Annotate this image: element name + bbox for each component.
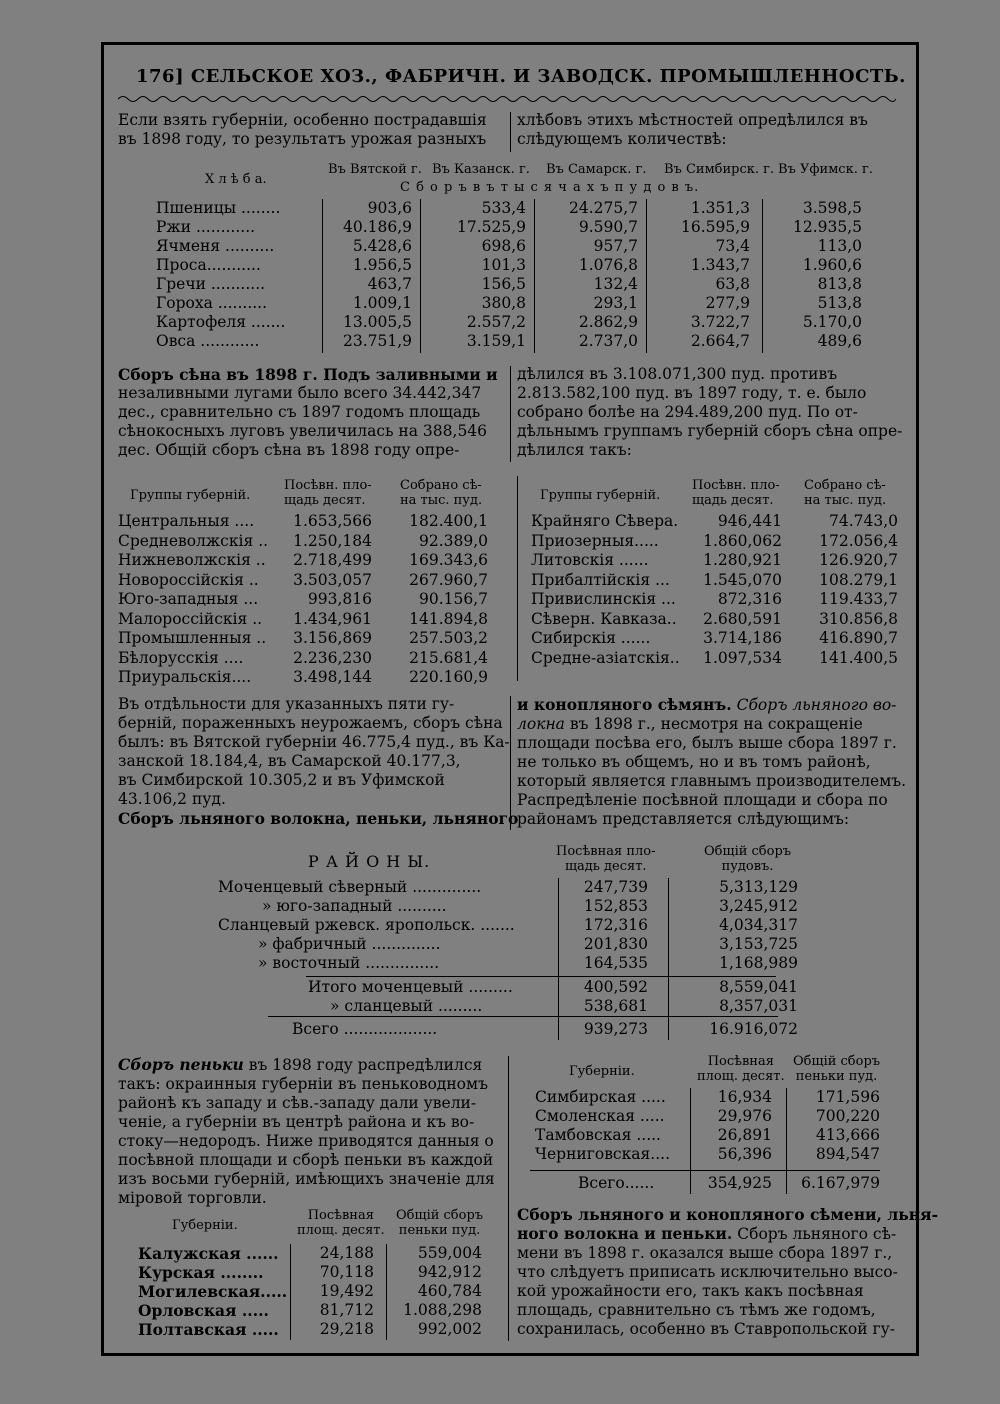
hemp-text-line: стоку—недородъ. Ниже приводятся данныя о [118, 1132, 494, 1150]
regions-row-area: 247,739 [583, 878, 648, 896]
grain-cell: 489,6 [817, 332, 862, 350]
hay-row-label: Средне-азіатскія.. [531, 648, 680, 667]
hay-row-yield: 90.156,7 [418, 590, 488, 608]
grain-cell: 13.005,5 [342, 313, 412, 331]
regions-subtotal-area: 400,592 [583, 978, 648, 996]
hay-row-yield: 257.503,2 [409, 629, 488, 647]
flax-text-line: площади посѣва его, былъ выше сбора 1897 г. [517, 734, 897, 752]
hemp-text-line: районѣ къ западу и сѣв.-западу дали увели- [118, 1094, 477, 1112]
regions-subtotal-rule [306, 976, 776, 977]
seed-heading: ного волокна и пеньки. [517, 1224, 733, 1243]
regions-row-yield: 4,034,317 [719, 916, 798, 934]
hay-row-yield: 182.400,1 [409, 512, 488, 530]
header-line: Посѣвная [707, 1054, 774, 1069]
grain-cell: 3.598,5 [802, 199, 862, 217]
hemp-row-yield: 559,004 [417, 1244, 482, 1262]
header-line: Посѣвн. пло- [284, 478, 372, 493]
grain-cell: 698,6 [481, 237, 526, 255]
grain-cell: 101,3 [481, 256, 526, 274]
intro-left-line: Если взять губерніи, особенно пострадавшія [118, 111, 487, 129]
hay-text-line: дѣльнымъ группамъ губерній сборъ сѣна опре- [517, 422, 903, 440]
hay-row-yield: 215.681,4 [409, 648, 488, 667]
seed-text-line: площадь, сравнительно съ тѣмъ же годомъ, [517, 1301, 876, 1319]
hemp-col-rule [290, 1244, 291, 1340]
hemp-row-yield: 1.088,298 [403, 1301, 482, 1319]
hemp-text-line: такъ: окраинныя губерніи въ пеньководномъ [118, 1075, 488, 1093]
hay-row-yield: 141.400,5 [819, 648, 898, 667]
regions-total-rule [268, 1016, 778, 1017]
hemp-row-yield: 171,596 [815, 1088, 880, 1106]
grain-cell: 1.956,5 [352, 256, 412, 274]
regions-subtotal-label: Итого моченцевый ......... [308, 978, 513, 996]
grain-cell: 23.751,9 [342, 332, 412, 350]
grain-cell: 463,7 [367, 275, 412, 293]
seed-text [517, 1205, 938, 1339]
hemp-col-rule [386, 1244, 387, 1340]
hemp-row-label: Курская ........ [138, 1263, 264, 1282]
hay-text-line: сѣнокосныхъ луговъ увеличилась на 388,546 [118, 422, 488, 440]
flax-text-line: не только въ общемъ, но и въ томъ районѣ, [517, 753, 871, 771]
hay-row-label: Привислинскія ... [531, 590, 676, 608]
hay-row-yield: 119.433,7 [819, 590, 898, 608]
hay-text-line: дес. Общій сборъ сѣна въ 1898 году опре- [118, 441, 460, 459]
hemp-row-label: Полтавская ..... [138, 1320, 279, 1339]
hay-row-yield: 220.160,9 [409, 668, 488, 686]
header-line: Собрано сѣ- [400, 478, 482, 493]
hay-row-yield: 92.389,0 [418, 531, 488, 550]
hemp-left-header-yield [396, 1208, 483, 1238]
hemp-text-line: изъ восьми губерній, имѣющихъ значеніе для [118, 1170, 495, 1188]
regions-col2-header [704, 844, 791, 874]
flax-text-line: 43.106,2 пуд. [118, 790, 226, 808]
grain-cell: 17.525,9 [456, 218, 526, 236]
grain-cell: 813,8 [817, 275, 862, 293]
hay-row-area: 1.097,534 [703, 648, 782, 667]
column-divider [508, 1056, 509, 1341]
grain-row-label: Ячменя .......... [156, 237, 275, 255]
grain-cell: 1.351,3 [690, 199, 750, 217]
grain-cell: 1.076,8 [578, 256, 638, 274]
hemp-total-label: Всего...... [578, 1174, 655, 1192]
regions-row-area: 172,316 [583, 916, 648, 934]
hay-row-label: Юго-западныя ... [118, 590, 259, 608]
grain-column-header: Въ Казанск. г. [432, 162, 530, 177]
regions-subtotal-label: » сланцевый ......... [330, 997, 483, 1015]
hay-row-yield: 141.894,8 [409, 609, 488, 628]
hay-row-area: 946,441 [717, 512, 782, 530]
hemp-row-area: 29,218 [319, 1320, 374, 1338]
hay-right-header-yield [804, 478, 886, 508]
hemp-right-header-area [697, 1054, 785, 1084]
header-line: Посѣвная [307, 1208, 374, 1223]
hemp-row-area: 26,891 [717, 1126, 772, 1144]
regions-row-label: » фабричный .............. [258, 935, 441, 953]
intro-right-line: хлѣбовъ этихъ мѣстностей опредѣлился въ [517, 111, 868, 129]
hay-row-label: Литовскія ...... [531, 551, 649, 569]
hay-row-label: Сибирскія ...... [531, 629, 651, 647]
hay-row-label: Средневолжскія .. [118, 531, 269, 550]
grain-cell: 24.275,7 [568, 199, 638, 217]
flax-text-line: Въ отдѣльности для указанныхъ пяти гу- [118, 695, 455, 713]
header-wavy-rule [118, 94, 896, 104]
regions-row-yield: 3,153,725 [719, 935, 798, 953]
regions-title: Р А Й О Н Ы. [308, 852, 431, 871]
flax-text-line: въ Симбирской 10.305,2 и въ Уфимской [118, 771, 445, 789]
hemp-row-area: 19,492 [319, 1282, 374, 1300]
hemp-row-label: Могилевская..... [138, 1282, 288, 1301]
grain-cell: 2.862,9 [578, 313, 638, 331]
grain-cell: 5.170,0 [802, 313, 862, 331]
hemp-row-label: Калужская ...... [138, 1244, 279, 1263]
grain-cell: 113,0 [817, 237, 862, 255]
hay-row-area: 2.680,591 [703, 609, 782, 628]
page-header: 176] СЕЛЬСКОЕ ХОЗ., ФАБРИЧН. И ЗАВОДСК. ПРОМЫШЛЕННОСТЬ. [136, 66, 906, 87]
header-line: щадь десят. [692, 493, 774, 508]
header-line: Общій сборъ [396, 1208, 484, 1223]
regions-row-area: 201,830 [583, 935, 648, 953]
hay-row-area: 3.503,057 [293, 570, 372, 589]
hay-right-header-area [692, 478, 780, 508]
header-line: щадь десят. [564, 859, 647, 874]
regions-total-label: Всего ................... [292, 1020, 438, 1038]
grain-row-label: Гречи ........... [156, 275, 266, 293]
header-line: площ. десят. [697, 1069, 785, 1084]
flax-text-line: который является главнымъ производителемъ. [517, 772, 907, 790]
hay-right-header-groups: Группы губерній. [540, 488, 661, 503]
grain-col-rule [646, 199, 647, 353]
hay-row-area: 993,816 [307, 590, 372, 608]
flax-text-line: въ 1898 г., несмотря на сокращеніе [569, 715, 863, 733]
grain-row-label: Гороха .......... [156, 294, 268, 312]
flax-heading-right: и конопляного сѣмянъ. [517, 695, 732, 714]
flax-text-line: занской 18.184,4, въ Самарской 40.177,3, [118, 752, 461, 770]
header-line: на тыс. пуд. [400, 493, 483, 508]
hemp-right-header-yield [793, 1054, 880, 1084]
hemp-text-line: міровой торговли. [118, 1189, 267, 1207]
hay-text-line: незаливными лугами было всего 34.442,347 [118, 384, 482, 402]
hemp-row-label: Орловская ..... [138, 1301, 269, 1320]
grain-row-label: Проса........... [156, 256, 261, 274]
regions-row-yield: 1,168,989 [719, 954, 798, 972]
hemp-text-line: посѣвной площади и сборѣ пеньки въ каждой [118, 1151, 494, 1169]
grain-cell: 277,9 [705, 294, 750, 312]
header-line: Общій сборъ [704, 844, 792, 859]
header-line: Общій сборъ [793, 1054, 881, 1069]
grain-cell: 2.664,7 [690, 332, 750, 350]
regions-col1-header [556, 844, 656, 874]
hemp-right-total-rule [530, 1170, 880, 1171]
flax-text-left [118, 695, 518, 828]
grain-col-rule [762, 199, 763, 353]
hemp-left-header-area [297, 1208, 385, 1238]
hay-text-right [517, 365, 902, 460]
hay-row-area: 1.860,062 [703, 531, 782, 550]
seed-text-line: кой урожайности его, такъ какъ посѣвная [517, 1282, 864, 1300]
hay-text-line: Сборъ сѣна въ 1898 г. Подъ заливными и [118, 365, 498, 384]
grain-cell: 16.595,9 [680, 218, 750, 236]
grain-cell: 3.159,1 [466, 332, 526, 350]
hemp-text-line: ченіе, а губерніи въ центрѣ района и къ во- [118, 1113, 475, 1131]
hay-text-line: 2.813.582,100 пуд. въ 1897 году, т. е. было [517, 384, 867, 402]
grain-column-header: Въ Симбирск. г. [664, 162, 775, 177]
hemp-row-area: 81,712 [319, 1301, 374, 1319]
hemp-col-rule [690, 1088, 691, 1194]
hay-row-label: Нижневолжскія .. [118, 551, 266, 569]
hay-row-area: 1.653,566 [293, 512, 372, 530]
grain-cell: 1.343,7 [690, 256, 750, 274]
hay-row-yield: 126.920,7 [819, 551, 898, 569]
grain-column-header: Въ Уфимск. г. [778, 162, 873, 177]
intro-right [517, 111, 868, 149]
hay-left-header-area [284, 478, 372, 508]
seed-heading: Сборъ льняного и конопляного сѣмени, льня- [517, 1205, 939, 1224]
hay-row-area: 3.714,186 [703, 629, 782, 647]
hay-left-header-groups: Группы губерній. [130, 488, 251, 503]
hemp-total-yield: 6.167,979 [801, 1174, 880, 1192]
grain-column-header: Въ Самарск. г. [546, 162, 647, 177]
hay-row-area: 2.718,499 [293, 551, 372, 569]
hay-row-label: Сѣверн. Кавказа.. [531, 609, 677, 628]
regions-row-yield: 3,245,912 [719, 897, 798, 915]
flax-italic: Сборъ льняного во- [736, 696, 897, 714]
column-divider [510, 696, 511, 830]
hemp-row-label: Черниговская.... [535, 1145, 671, 1163]
regions-row-area: 164,535 [583, 954, 648, 972]
hay-row-yield: 416.890,7 [819, 629, 898, 647]
hemp-row-yield: 460,784 [417, 1282, 482, 1300]
header-line: пудовъ. [721, 859, 774, 874]
hemp-text-line: въ 1898 году распредѣлился [248, 1056, 483, 1074]
hay-row-label: Прибалтійскія ... [531, 570, 670, 589]
regions-total-yield: 16.916,072 [709, 1020, 798, 1038]
grain-col-rule [420, 199, 421, 353]
flax-italic: локна [517, 715, 565, 733]
seed-text-line: Сборъ льняного сѣ- [737, 1225, 897, 1243]
grain-cell: 9.590,7 [578, 218, 638, 236]
regions-row-label: » восточный ............... [258, 954, 440, 972]
regions-subtotal-yield: 8,357,031 [719, 997, 798, 1015]
hemp-row-yield: 992,002 [417, 1320, 482, 1338]
intro-left [118, 111, 487, 149]
column-divider [510, 366, 511, 462]
hay-row-label: Новороссійскія .. [118, 570, 259, 589]
seed-text-line: что слѣдуетъ приписать исключительно высо- [517, 1263, 898, 1281]
hay-row-area: 3.498,144 [293, 668, 372, 686]
seed-text-line: мени въ 1898 г. оказался выше сбора 1897 г., [517, 1244, 893, 1262]
hemp-row-label: Симбирская ..... [535, 1088, 666, 1106]
hay-text-line: дѣлился въ 3.108.071,300 пуд. противъ [517, 365, 838, 383]
grain-cell: 156,5 [481, 275, 526, 293]
hemp-row-yield: 894,547 [815, 1145, 880, 1163]
hay-row-area: 1.434,961 [293, 609, 372, 628]
header-line: Посѣвн. пло- [692, 478, 780, 493]
hemp-row-area: 29,976 [717, 1107, 772, 1125]
hay-row-label: Приозерныя..... [531, 531, 659, 550]
grain-cell: 293,1 [593, 294, 638, 312]
hay-text-left [118, 365, 498, 460]
grain-row-header: Х л ѣ б а. [205, 172, 267, 187]
hay-row-yield: 74.743,0 [828, 512, 898, 530]
regions-row-label: Моченцевый сѣверный .............. [218, 878, 482, 896]
hay-row-yield: 108.279,1 [819, 570, 898, 589]
seed-text-line: сохранилась, особенно въ Ставропольской гу- [517, 1320, 895, 1338]
grain-column-header: Въ Вятской г. [328, 162, 422, 177]
header-line: щадь десят. [284, 493, 366, 508]
column-divider [517, 476, 518, 681]
hemp-italic: Сборъ пеньки [118, 1055, 244, 1074]
hemp-row-area: 16,934 [717, 1088, 772, 1106]
hemp-row-label: Смоленская ..... [535, 1107, 665, 1125]
grain-cell: 513,8 [817, 294, 862, 312]
grain-row-label: Ржи ............ [156, 218, 256, 236]
grain-col-rule [534, 199, 535, 353]
grain-cell: 3.722,7 [690, 313, 750, 331]
header-line: пеньки пуд. [398, 1223, 481, 1238]
hay-row-label: Бѣлорусскія .... [118, 648, 244, 667]
hay-text-line: дѣлился такъ: [517, 441, 632, 459]
hemp-row-yield: 413,666 [815, 1126, 880, 1144]
hay-row-yield: 172.056,4 [819, 531, 898, 550]
hemp-row-area: 24,188 [319, 1244, 374, 1262]
hemp-row-area: 56,396 [717, 1145, 772, 1163]
grain-cell: 2.737,0 [578, 332, 638, 350]
hay-left-header-yield [400, 478, 482, 508]
grain-cell: 40.186,9 [342, 218, 412, 236]
regions-row-yield: 5,313,129 [719, 878, 798, 896]
regions-subtotal-area: 538,681 [583, 997, 648, 1015]
header-line: на тыс. пуд. [804, 493, 887, 508]
grain-row-label: Овса ............ [156, 332, 260, 350]
hay-row-area: 2.236,230 [293, 648, 372, 667]
hay-row-area: 872,316 [717, 590, 782, 608]
hay-text-line: дес., сравнительно съ 1897 годомъ площадь [118, 403, 481, 421]
hay-row-area: 1.280,921 [703, 551, 782, 569]
hay-text-line: собрано болѣе на 294.489,200 пуд. По от- [517, 403, 858, 421]
header-line: Посѣвная пло- [556, 844, 656, 859]
grain-cell: 73,4 [715, 237, 750, 255]
hay-row-yield: 169.343,6 [409, 551, 488, 569]
hemp-total-area: 354,925 [707, 1174, 772, 1192]
regions-row-label: Сланцевый ржевск. яропольск. ....... [218, 916, 515, 934]
grain-cell: 63,8 [715, 275, 750, 293]
intro-right-line: слѣдующемъ количествѣ: [517, 130, 727, 148]
hay-row-label: Малороссійскія .. [118, 609, 263, 628]
hemp-text [118, 1055, 495, 1208]
regions-row-label: » юго-западный .......... [262, 897, 447, 915]
grain-col-rule [322, 199, 323, 353]
flax-heading-left: Сборъ льняного волокна, пеньки, льняного [118, 809, 519, 828]
flax-text-line: районамъ представляется слѣдующимъ: [517, 810, 850, 828]
grain-cell: 1.009,1 [352, 294, 412, 312]
hay-row-area: 1.545,070 [703, 570, 782, 589]
grain-cell: 957,7 [593, 237, 638, 255]
column-divider [510, 112, 511, 152]
grain-cell: 380,8 [481, 294, 526, 312]
grain-row-label: Пшеницы ........ [156, 199, 281, 217]
header-line: пеньки пуд. [795, 1069, 878, 1084]
hay-row-yield: 267.960,7 [409, 570, 488, 589]
regions-row-area: 152,853 [583, 897, 648, 915]
grain-cell: 533,4 [481, 199, 526, 217]
grain-cell: 5.428,6 [352, 237, 412, 255]
header-line: площ. десят. [297, 1223, 385, 1238]
grain-cell: 12.935,5 [792, 218, 862, 236]
grain-cell: 1.960,6 [802, 256, 862, 274]
header-line: Собрано сѣ- [804, 478, 886, 493]
hay-row-area: 1.250,184 [293, 531, 372, 550]
regions-subtotal-yield: 8,559,041 [719, 978, 798, 996]
hay-row-label: Промышленныя .. [118, 629, 267, 647]
hay-row-area: 3.156,869 [293, 629, 372, 647]
regions-total-area: 939,273 [583, 1020, 648, 1038]
hay-row-yield: 310.856,8 [819, 609, 898, 628]
flax-text-line: былъ: въ Вятской губерніи 46.775,4 пуд., въ Ка- [118, 733, 510, 751]
hemp-left-header-gub: Губерніи. [172, 1218, 238, 1233]
grain-cell: 903,6 [367, 199, 412, 217]
hemp-row-yield: 942,912 [417, 1263, 482, 1281]
hemp-col-rule [786, 1088, 787, 1194]
hay-row-label: Центральныя .... [118, 512, 255, 530]
hemp-right-header-gub: Губерніи. [569, 1064, 635, 1079]
intro-left-line: въ 1898 году, то результатъ урожая разныхъ [118, 130, 487, 148]
grain-cell: 132,4 [593, 275, 638, 293]
hemp-row-yield: 700,220 [815, 1107, 880, 1125]
grain-cell: 2.557,2 [466, 313, 526, 331]
flax-text-line: Распредѣленіе посѣвной площади и сбора по [517, 791, 888, 809]
grain-unit-line: С б о р ъ в ъ т ы с я ч а х ъ п у д о в ъ. [400, 180, 700, 195]
hay-row-label: Крайняго Сѣвера. [531, 512, 679, 530]
flax-text-right [517, 695, 906, 829]
flax-text-line: берній, пораженныхъ неурожаемъ, сборъ сѣна [118, 714, 503, 732]
hemp-row-label: Тамбовская ..... [535, 1126, 661, 1144]
hay-row-label: Приуральскія.... [118, 668, 252, 686]
hemp-row-area: 70,118 [319, 1263, 374, 1281]
grain-row-label: Картофеля ....... [156, 313, 286, 331]
